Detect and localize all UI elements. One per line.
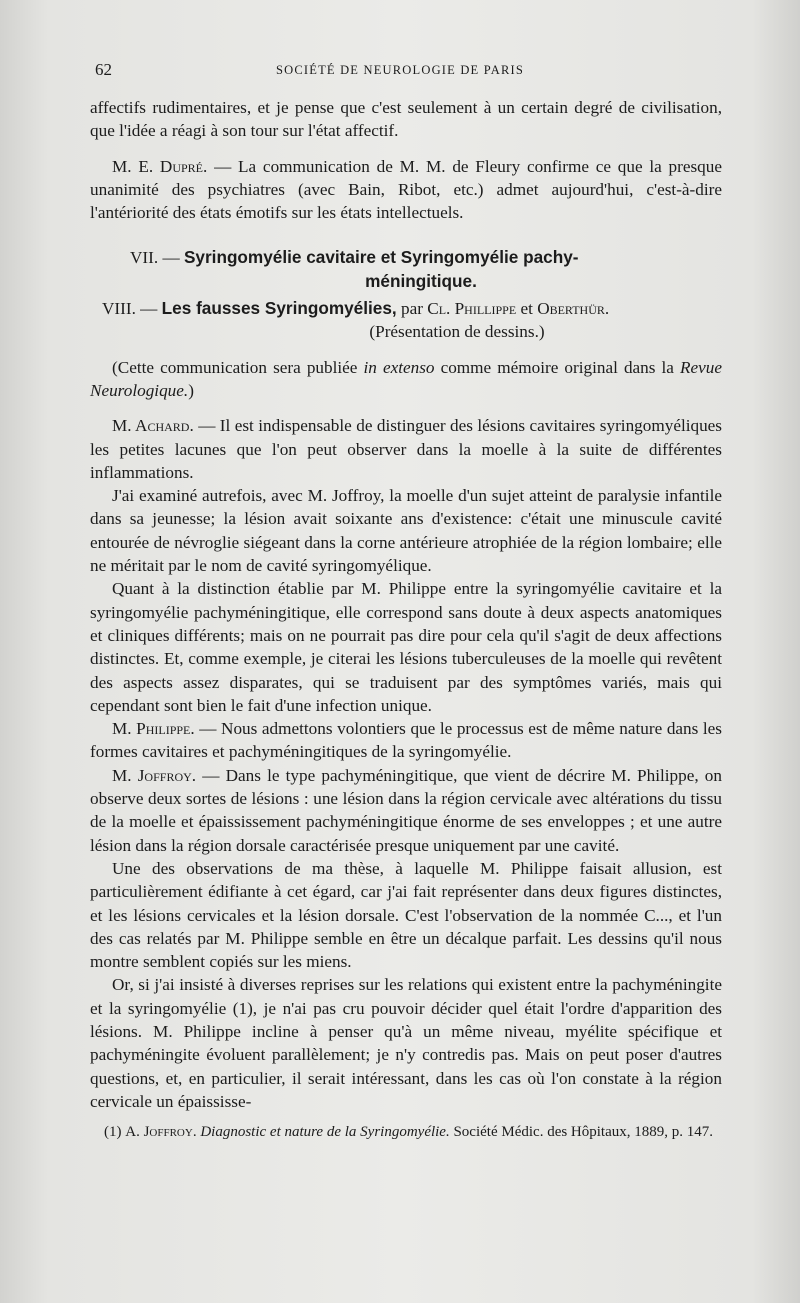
section-heading-line xyxy=(102,297,722,320)
section-number: VII. — xyxy=(130,248,184,268)
paragraph: affectifs rudimentaires, et je pense que c'est seulement à un certain degré de civilisation, que l'idée a réagi à son tour sur l'état affectif. xyxy=(90,98,722,141)
conjunction: et xyxy=(516,299,538,319)
note-text: (Cette communication sera publiée xyxy=(112,357,364,377)
page-number: 62 xyxy=(95,60,112,79)
running-head: SOCIÉTÉ DE NEUROLOGIE DE PARIS xyxy=(275,63,525,77)
footnote xyxy=(90,1122,722,1142)
section-number: VIII. — xyxy=(102,299,162,319)
section-title-continued: méningitique. xyxy=(365,270,477,291)
speaker-name: M. Joffroy. xyxy=(112,765,197,785)
section-heading-viii xyxy=(90,297,722,344)
speaker-name: M. Philippe. xyxy=(112,719,195,739)
paragraph: J'ai examiné autrefois, avec M. Joffroy, la moelle d'un sujet atteint de paralysie infantile dans sa jeunesse; la lésion avait soixante ans d'existence: c'était une minuscule cavité entourée de névroglie siégeant dans la corne antérieure atrophiée de la région lombaire; elle ne méritait par le nom de cavité syringomyélique. xyxy=(90,486,722,576)
byline-text: par xyxy=(396,299,428,319)
speaker-name: M. E. Dupré. xyxy=(112,156,208,176)
paragraph-text: — Dans le type pachyméningitique, que vient de décrire M. Philippe, on observe deux sortes de lésions : une lésion dans la région cervicale avec altérations du tissu de la moelle et épaississement pachyméningitique énorme de ses enveloppes ; et une autre lésion dans la région dorsale caractérisée presque uniquement par une cavité. xyxy=(90,765,722,855)
section-title: Les fausses Syringomyélies, xyxy=(161,298,397,319)
page-body xyxy=(90,96,722,1113)
section-heading-vii xyxy=(90,246,722,293)
paragraph-text: — Il est indispensable de distinguer des lésions cavitaires syringomyéliques les petites lacunes que l'on peut observer dans la moelle à la suite de différentes inflammations. xyxy=(90,416,722,482)
note-text: ) xyxy=(188,380,194,400)
speaker-name: M. Achard. xyxy=(112,416,194,436)
section-heading-line xyxy=(90,246,722,269)
paragraph-text: — Nous admettons volontiers que le processus est de même nature dans les formes cavitaires et pachyméningitiques de la syringomyélie. xyxy=(90,719,722,762)
paragraph-dupre xyxy=(90,155,722,225)
author-name: Cl. Phillippe xyxy=(427,299,517,319)
italic-phrase: in extenso xyxy=(363,357,435,377)
journal-name: Revue Neurologique. xyxy=(90,357,722,400)
page-header xyxy=(0,60,800,84)
section-title: Syringomyélie cavitaire et Syringomyélie pachy- xyxy=(183,247,579,268)
footnote-rest: Société Médic. des Hôpitaux, 1889, p. 147. xyxy=(449,1124,714,1140)
note-text: comme mémoire original dans la xyxy=(434,357,681,377)
paragraph-text: — La communication de M. M. de Fleury confirme ce que la presque unanimité des psychiatres (avec Bain, Ribot, etc.) admet aujourd'hui, c'est-à-dire l'antériorité des états émotifs sur les états intellectuels. xyxy=(90,156,722,223)
paragraph: Une des observations de ma thèse, à laquelle M. Philippe faisait allusion, est particulièrement édifiante à cet égard, car j'ai fait représenter dans deux figures distinctes, et les lésions cervicales et la lésion dorsale. C'est l'observation de la nommée C..., et l'un des cas relatés par M. Philippe semble en être un décalque parfait. Les dessins qu'il nous montre semblent copiés sur les miens. xyxy=(90,858,722,972)
paragraph-achard xyxy=(90,414,722,484)
paragraph-philippe xyxy=(90,717,722,764)
section-heading-line xyxy=(90,270,722,293)
footnote-title: Diagnostic et nature de la Syringomyélie. xyxy=(196,1124,450,1140)
publication-note xyxy=(90,356,722,403)
paragraph: Quant à la distinction établie par M. Philippe entre la syringomyélie cavitaire et la syringomyélie pachyméningitique, elle correspond sans doute à deux aspects anatomiques et cliniques différents; mais on ne pourrait pas dire pour cela qu'il s'agit de deux affections distinctes. Et, comme exemple, je citerai les lésions tuberculeuses de la moelle qui revêtent des aspects assez disparates, qui se traduisent par des symptômes variés, mais qui cependant sont bien le fait d'une infection unique. xyxy=(90,579,722,715)
paragraph-joffroy xyxy=(90,764,722,857)
footnote-author: A. Joffroy. xyxy=(125,1124,197,1140)
footnote-marker: (1) xyxy=(104,1124,126,1140)
section-note: (Présentation de dessins.) xyxy=(369,322,545,342)
footnote-text xyxy=(90,1122,722,1142)
paragraph: Or, si j'ai insisté à diverses reprises sur les relations qui existent entre la pachyméningite et la syringomyélie (1), je n'ai pas cru pouvoir décider quel était l'ordre d'apparition des lésions. M. Philippe incline à penser qu'à un même niveau, myélite spécifique et pachyméningite évoluent parallèlement; je n'y contredis pas. Mais on peut poser d'autres questions, et, en particulier, il serait intéressant, dans les cas où l'on constate à la région cervicale un épaississe- xyxy=(90,975,722,1111)
author-name: Oberthür. xyxy=(537,299,610,319)
